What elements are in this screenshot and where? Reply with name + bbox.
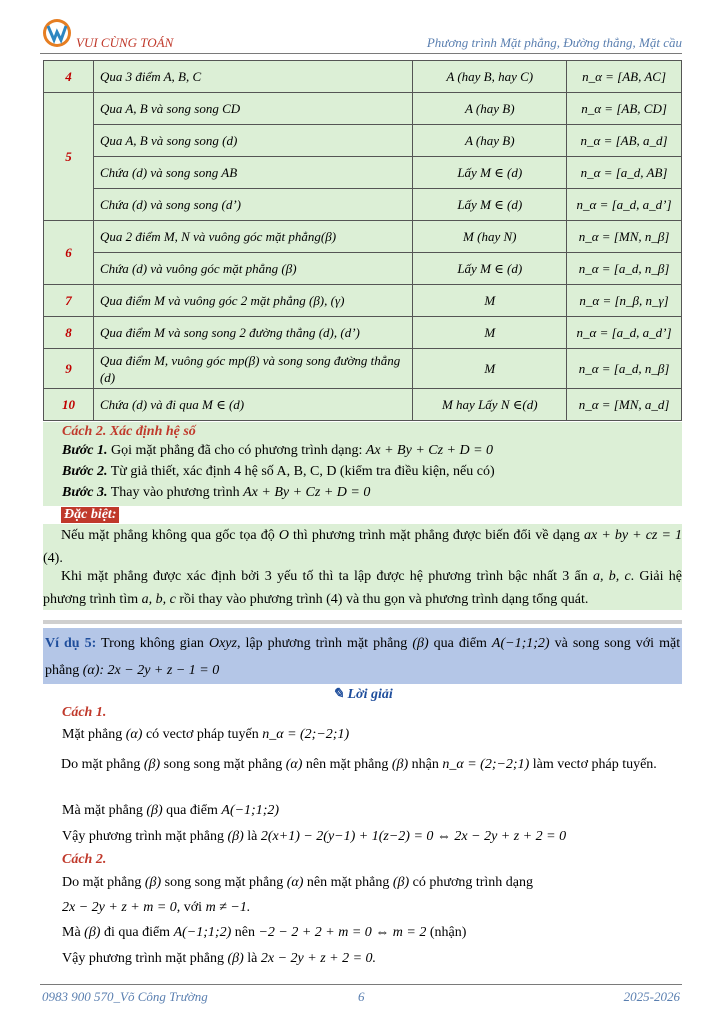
step2: [62, 464, 495, 480]
table-row: [44, 221, 682, 253]
plane-beta: (β): [227, 829, 244, 844]
row-normal-vector: n_α = [MN, a_d]: [567, 389, 682, 421]
step2-label: Bước 2.: [62, 464, 108, 479]
way2-line1: [62, 875, 533, 891]
special-p1-text-2: thì phương trình mặt phẳng được biến đổi về dạng: [293, 528, 580, 543]
step1-label: Bước 1.: [62, 443, 108, 458]
text: có vectơ pháp tuyến: [145, 727, 259, 742]
text: có phương trình dạng: [412, 875, 534, 890]
table-row: [44, 125, 682, 157]
text: Mặt phẳng: [62, 727, 123, 742]
row-point: M: [413, 285, 567, 317]
way2-heading: Cách 2.: [62, 852, 107, 867]
way1-line4: [62, 829, 566, 845]
pen-icon: ✎: [332, 687, 344, 702]
way2-line2: [62, 900, 250, 916]
example-text-4: và song song với mặt phẳng: [45, 636, 681, 678]
row-point: A (hay B): [413, 125, 567, 157]
row-number: 10: [44, 389, 94, 421]
text: làm vectơ pháp: [532, 757, 619, 772]
plane-methods-table: [43, 60, 682, 421]
row-point: Lấy M ∈ (d): [413, 189, 567, 221]
row-normal-vector: n_α = [a_d, n_β]: [567, 349, 682, 389]
row-description: Qua A, B và song song CD: [93, 93, 412, 125]
row-point: A (hay B, hay C): [413, 61, 567, 93]
solution-label: Lời giải: [347, 687, 393, 702]
way1-heading: Cách 1.: [62, 705, 107, 720]
intercept-equation: ax + by + cz = 1: [584, 528, 683, 543]
way1-line2: [43, 753, 682, 776]
way1-line3: [62, 803, 279, 819]
variables-2: a, b, c: [141, 592, 176, 607]
row-description: Qua điểm M và vuông góc 2 mặt phẳng (β), (γ): [93, 285, 412, 317]
plane-alpha: (α): [286, 875, 304, 890]
plane-beta: (β): [227, 951, 244, 966]
special-p2-text-3: rồi thay vào phương trình (4) và thu gọn và phương trình dạng tổng quát.: [179, 592, 589, 607]
step2-text: Từ giả thiết, xác định 4 hệ số A, B, C, D (kiểm tra điều kiện, nếu có): [110, 464, 495, 479]
plane-equation: 2(x+1) − 2(y−1) + 1(z−2) = 0 ⇔ 2x − 2y + z + 2 = 0: [260, 829, 567, 844]
text: nên: [234, 925, 255, 940]
row-number: 9: [44, 349, 94, 389]
special-paragraph-2: [43, 565, 682, 611]
equation-number: (4).: [43, 551, 63, 566]
table-row: [44, 349, 682, 389]
text: qua điểm: [166, 803, 218, 818]
table-row: [44, 189, 682, 221]
text: Mà mặt phẳng: [62, 803, 143, 818]
row-number: 8: [44, 317, 94, 349]
text: song song mặt phẳng: [163, 757, 283, 772]
solution-heading: [0, 686, 725, 703]
condition: m ≠ −1.: [205, 900, 251, 915]
normal-vector: n_α = (2;−2;1): [262, 727, 350, 742]
plane-beta: (β): [412, 636, 429, 651]
plane-equation: 2x − 2y + z + 2 = 0.: [260, 951, 377, 966]
text: Do mặt phẳng: [62, 875, 142, 890]
row-point: Lấy M ∈ (d): [413, 253, 567, 285]
page-header: [40, 18, 682, 54]
text: , với: [176, 900, 203, 915]
text: song song mặt phẳng: [164, 875, 284, 890]
row-number: 7: [44, 285, 94, 317]
row-description: Qua A, B và song song (d): [93, 125, 412, 157]
row-normal-vector: n_α = [n_β, n_γ]: [567, 285, 682, 317]
text: nên mặt phẳng: [305, 757, 389, 772]
calculation: −2 − 2 + 2 + m = 0 ⇔ m = 2: [258, 925, 427, 940]
way2-line3: [62, 925, 466, 941]
row-point: Lấy M ∈ (d): [413, 157, 567, 189]
step3-label: Bước 3.: [62, 485, 108, 500]
example-box: [43, 628, 682, 684]
special-p2-text: Khi mặt phẳng được xác định bởi 3 yếu tố thì ta lập được hệ phương trình bậc nhất 3 ẩn: [61, 569, 588, 584]
text: Vậy phương trình mặt phẳng: [62, 951, 224, 966]
plane-alpha: (α): [125, 727, 143, 742]
table-row: [44, 253, 682, 285]
table-row: [44, 61, 682, 93]
special-p1-text: Nếu mặt phẳng không qua gốc tọa độ: [61, 528, 275, 543]
normal-vector: n_α = (2;−2;1): [442, 757, 530, 772]
page-number: 6: [358, 989, 365, 1004]
plane-beta: (β): [144, 875, 162, 890]
row-point: M: [413, 317, 567, 349]
row-description: Chứa (d) và đi qua M ∈ (d): [93, 389, 412, 421]
plane-alpha-equation: (α): 2x − 2y + z − 1 = 0: [82, 663, 220, 678]
logo-icon: [42, 18, 72, 48]
text: nên mặt phẳng: [306, 875, 390, 890]
row-point: M (hay N): [413, 221, 567, 253]
text: là: [247, 951, 258, 966]
divider: [43, 620, 682, 624]
row-number: 6: [44, 221, 94, 285]
row-normal-vector: n_α = [a_d, a_d’]: [567, 189, 682, 221]
way1-line1: [62, 727, 349, 743]
row-normal-vector: n_α = [MN, n_β]: [567, 221, 682, 253]
row-normal-vector: n_α = [a_d, AB]: [567, 157, 682, 189]
row-number: 5: [44, 93, 94, 221]
text: Vậy phương trình mặt phẳng: [62, 829, 224, 844]
table-row: [44, 285, 682, 317]
plane-beta: (β): [391, 757, 409, 772]
step1-text: Gọi mặt phẳng đã cho có phương trình dạng:: [110, 443, 363, 458]
brand-name: VUI CÙNG TOÁN: [76, 35, 174, 50]
plane-beta: (β): [146, 803, 163, 818]
special-paragraph-1: [43, 524, 682, 570]
row-number: 4: [44, 61, 94, 93]
table-row: [44, 157, 682, 189]
text: Mà: [62, 925, 81, 940]
row-normal-vector: n_α = [AB, CD]: [567, 93, 682, 125]
text: đi qua điểm: [103, 925, 171, 940]
text: (nhận): [429, 925, 467, 940]
step3-text: Thay vào phương trình: [110, 485, 240, 500]
row-description: Qua điểm M, vuông góc mp(β) và song song đường thẳng (d): [93, 349, 412, 389]
row-normal-vector: n_α = [AB, AC]: [567, 61, 682, 93]
row-normal-vector: n_α = [AB, a_d]: [567, 125, 682, 157]
footer-year: 2025-2026: [623, 989, 680, 1004]
special-p2-text-2: . Giải hệ phương trình tìm: [43, 569, 682, 607]
step1: [62, 443, 493, 459]
text: là: [247, 829, 258, 844]
plane-beta: (β): [392, 875, 410, 890]
step1-equation: Ax + By + Cz + D = 0: [365, 443, 494, 458]
row-description: Qua điểm M và song song 2 đường thẳng (d), (d’): [93, 317, 412, 349]
row-description: Chứa (d) và vuông góc mặt phẳng (β): [93, 253, 412, 285]
example-text-3: qua điểm: [433, 636, 487, 651]
row-description: Chứa (d) và song song (d’): [93, 189, 412, 221]
text: nhận: [411, 757, 439, 772]
coordinate-system: Oxyz: [208, 636, 237, 651]
row-normal-vector: n_α = [a_d, a_d’]: [567, 317, 682, 349]
row-point: A (hay B): [413, 93, 567, 125]
point-a: A(−1;1;2): [491, 636, 550, 651]
origin-symbol: O: [278, 528, 289, 543]
variables: a, b, c: [592, 569, 631, 584]
document-title: Phương trình Mặt phẳng, Đường thẳng, Mặt cầu: [426, 35, 682, 50]
row-normal-vector: n_α = [a_d, n_β]: [567, 253, 682, 285]
row-description: Qua 3 điểm A, B, C: [93, 61, 412, 93]
plane-equation: 2x − 2y + z + m = 0: [62, 900, 177, 915]
row-description: Qua 2 điểm M, N và vuông góc mặt phẳng(β): [93, 221, 412, 253]
example-label: Ví dụ 5:: [45, 636, 97, 651]
example-text: Trong không gian: [101, 636, 204, 651]
row-point: M hay Lấy N ∈(d): [413, 389, 567, 421]
step3: [62, 485, 370, 501]
step3-equation: Ax + By + Cz + D = 0: [243, 485, 371, 500]
footer-author: 0983 900 570_Võ Công Trường: [42, 989, 208, 1004]
row-description: Chứa (d) và song song AB: [93, 157, 412, 189]
page-footer: [40, 984, 682, 1008]
special-label: Đặc biệt:: [61, 507, 119, 523]
point-a: A(−1;1;2): [173, 925, 232, 940]
point-a: A(−1;1;2): [221, 803, 280, 818]
example-text-2: , lập phương trình mặt phẳng: [236, 636, 408, 651]
table-row: [44, 317, 682, 349]
way2-line4: [62, 951, 376, 967]
text: tuyến.: [622, 757, 657, 772]
text: Do mặt phẳng: [61, 757, 141, 772]
plane-alpha: (α): [285, 757, 303, 772]
table-row: [44, 93, 682, 125]
plane-beta: (β): [143, 757, 161, 772]
plane-beta: (β): [84, 925, 101, 940]
method2-heading: Cách 2. Xác định hệ số: [62, 424, 196, 439]
table-row: [44, 389, 682, 421]
row-point: M: [413, 349, 567, 389]
